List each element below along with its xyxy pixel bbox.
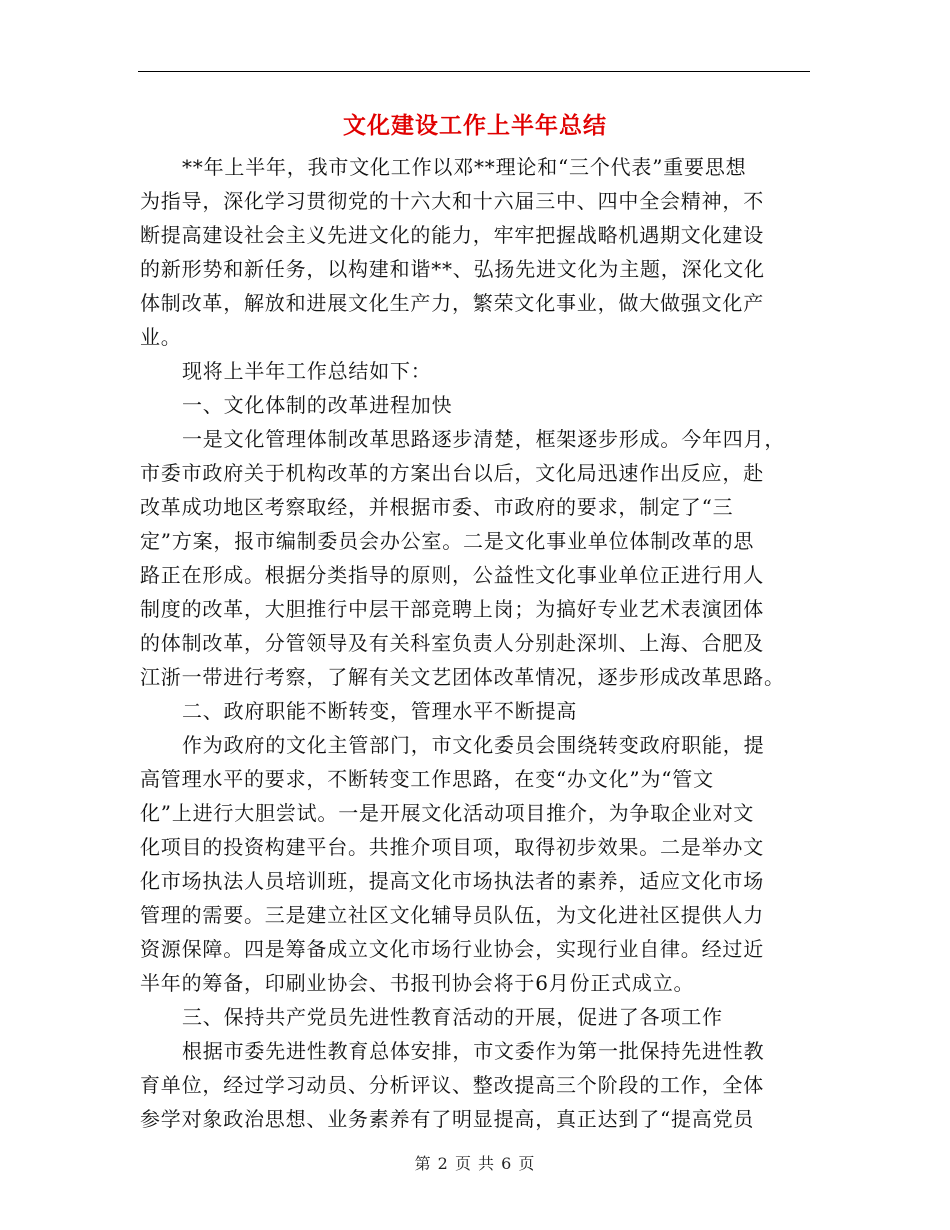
body-line: 的新形势和新任务，以构建和谐**、弘扬先进文化为主题，深化文化 (140, 257, 765, 281)
body-line: 育单位，经过学习动员、分析评议、整改提高三个阶段的工作，全体 (140, 1073, 764, 1097)
body-line: 路正在形成。根据分类指导的原则，公益性文化事业单位正进行用人 (140, 563, 764, 587)
body-line: 为指导，深化学习贯彻党的十六大和十六届三中、四中全会精神，不 (140, 189, 764, 213)
body-line: 制度的改革，大胆推行中层干部竞聘上岗；为搞好专业艺术表演团体 (140, 597, 764, 621)
section-heading: 一、文化体制的改革进程加快 (182, 393, 453, 417)
body-line: 体制改革，解放和进展文化生产力，繁荣文化事业，做大做强文化产 (140, 291, 764, 315)
body-line: 资源保障。四是筹备成立文化市场行业协会，实现行业自律。经过近 (140, 937, 764, 961)
section-heading: 二、政府职能不断转变，管理水平不断提高 (182, 699, 578, 723)
body-line: 管理的需要。三是建立社区文化辅导员队伍，为文化进社区提供人力 (140, 903, 764, 927)
header-rule (138, 71, 810, 72)
body-line: 现将上半年工作总结如下： (182, 359, 432, 383)
body-line: 高管理水平的要求，不断转变工作思路，在变“办文化”为“管文 (140, 767, 714, 791)
body-line: 参学对象政治思想、业务素养有了明显提高，真正达到了“提高党员 (140, 1107, 755, 1131)
document-title: 文化建设工作上半年总结 (343, 112, 607, 139)
body-line: 定”方案，报市编制委员会办公室。二是文化事业单位体制改革的思 (140, 529, 755, 553)
body-line: 断提高建设社会主义先进文化的能力，牢牢把握战略机遇期文化建设 (140, 223, 764, 247)
document-body (140, 150, 812, 1136)
body-line: 化”上进行大胆尝试。一是开展文化活动项目推介，为争取企业对文 (140, 801, 755, 825)
body-line: 改革成功地区考察取经，并根据市委、市政府的要求，制定了“三 (140, 495, 734, 519)
body-line: 化市场执法人员培训班，提高文化市场执法者的素养，适应文化市场 (140, 869, 764, 893)
body-line: 市委市政府关于机构改革的方案出台以后，文化局迅速作出反应，赴 (140, 461, 764, 485)
body-line: 业。 (140, 325, 182, 349)
body-line: 半年的筹备，印刷业协会、书报刊协会将于6月份正式成立。 (140, 971, 695, 995)
body-line: 江浙一带进行考察，了解有关文艺团体改革情况，逐步形成改革思路。 (140, 665, 785, 689)
body-line: **年上半年，我市文化工作以邓**理论和“三个代表”重要思想 (182, 155, 747, 179)
page-number-footer: 第 2 页 共 6 页 (414, 1154, 536, 1173)
body-line: 的体制改革，分管领导及有关科室负责人分别赴深圳、上海、合肥及 (140, 631, 764, 655)
body-line: 一是文化管理体制改革思路逐步清楚，框架逐步形成。今年四月， (182, 427, 786, 451)
body-line: 作为政府的文化主管部门，市文化委员会围绕转变政府职能，提 (182, 733, 765, 757)
body-line: 根据市委先进性教育总体安排，市文委作为第一批保持先进性教 (182, 1039, 765, 1063)
section-heading: 三、保持共产党员先进性教育活动的开展，促进了各项工作 (182, 1005, 723, 1029)
body-line: 化项目的投资构建平台。共推介项目项，取得初步效果。二是举办文 (140, 835, 764, 859)
